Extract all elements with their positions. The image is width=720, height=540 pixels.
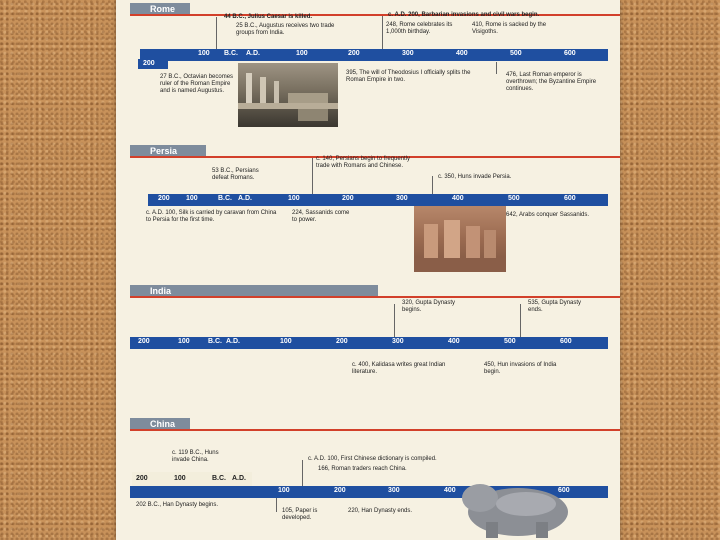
china-note-paper: 105, Paper is developed. [282, 508, 318, 521]
tick: 300 [402, 50, 414, 57]
tick: 100 [174, 475, 186, 482]
india-note-huns: 450, Hun invasions of India begin. [484, 362, 557, 375]
tick: 300 [396, 195, 408, 202]
tick: B.C. [224, 50, 238, 57]
tick: 200 [138, 338, 150, 345]
leader-line [302, 460, 307, 486]
china-note-huns: c. 119 B.C., Huns invade China. [172, 450, 219, 463]
persia-note-trade: c. 140, Persians begin to frequently trade with Romans and Chinese. [316, 156, 411, 169]
persia-note-huns: c. 350, Huns invade Persia. [438, 174, 512, 180]
india-note-kalidasa: c. 400, Kalidasa writes great Indian literature. [352, 362, 446, 375]
persia-note-silk: c. A.D. 100, Silk is carried by caravan from China to Persia for the first time. [146, 210, 277, 223]
tick: 400 [448, 338, 460, 345]
persian-relief-photo [414, 206, 506, 272]
persia-note-arabs: 642, Arabs conquer Sassanids. [506, 212, 590, 218]
tick: 100 [198, 50, 210, 57]
tick: 200 [336, 338, 348, 345]
leader-line [276, 498, 281, 512]
tick: 100 [280, 338, 292, 345]
leader-line [394, 304, 401, 337]
tick: 300 [392, 338, 404, 345]
persia-note-sassanids: 224, Sassanids come to power. [292, 210, 350, 223]
tick: 200 [143, 60, 155, 67]
tick: B.C. [212, 475, 226, 482]
rome-note-birthday: 248, Rome celebrates its 1,000th birthday. [386, 22, 453, 35]
india-note-gupta-ends: 535, Gupta Dynasty ends. [528, 300, 582, 313]
rome-section [116, 0, 620, 135]
rome-note-augustus-trade: 25 B.C., Augustus receives two trade groups from India. [236, 23, 335, 36]
tick: 600 [558, 487, 570, 494]
persia-timeline-bar [148, 194, 608, 206]
rome-timeline-bar [140, 49, 608, 61]
china-timeline-start [132, 472, 252, 486]
tick: 200 [348, 50, 360, 57]
india-section [116, 282, 620, 394]
tick: 400 [444, 487, 456, 494]
leader-line [216, 17, 223, 49]
tick: A.D. [246, 50, 260, 57]
china-note-han-ends: 220, Han Dynasty ends. [348, 508, 413, 514]
tick: 400 [452, 195, 464, 202]
leader-line [382, 16, 387, 49]
leader-line [496, 62, 503, 74]
rome-note-last-emperor: 476, Last Roman emperor is overthrown; the Byzantine Empire continues. [506, 72, 597, 92]
tick: 100 [278, 487, 290, 494]
persia-title: Persia [130, 145, 206, 157]
china-title: China [130, 418, 190, 430]
india-note-gupta-begins: 320, Gupta Dynasty begins. [402, 300, 456, 313]
rome-note-visigoths: 410, Rome is sacked by the Visigoths. [472, 22, 547, 35]
leader-line [520, 304, 527, 337]
tick: 400 [456, 50, 468, 57]
tick: 600 [564, 195, 576, 202]
ruins-illustration [238, 63, 338, 127]
china-note-han-begins: 202 B.C., Han Dynasty begins. [136, 502, 219, 508]
china-divider [130, 429, 620, 431]
rome-note-octavian: 27 B.C., Octavian becomes ruler of the Roman Empire and is named Augustus. [160, 74, 234, 94]
tick: 300 [388, 487, 400, 494]
rome-note-caesar: 44 B.C., Julius Caesar is killed. [224, 14, 313, 20]
textbook-page [116, 0, 620, 540]
tick: A.D. [226, 338, 240, 345]
tick: 100 [296, 50, 308, 57]
india-divider [130, 296, 620, 298]
india-title: India [130, 285, 378, 297]
india-timeline-bar [130, 337, 608, 349]
bronze-animal-illustration [456, 474, 576, 540]
leader-line [432, 176, 439, 194]
rome-note-barbarians: c. A.D. 200, Barbarian invasions and civil wars begin. [388, 12, 540, 18]
rome-note-theodosius: 395, The will of Theodosius I officially splits the Roman Empire in two. [346, 70, 471, 83]
tick: 100 [186, 195, 198, 202]
relief-illustration [414, 206, 506, 272]
tick: 200 [158, 195, 170, 202]
tick: B.C. [218, 195, 232, 202]
tick: 100 [178, 338, 190, 345]
tick: 100 [288, 195, 300, 202]
tick: 200 [136, 475, 148, 482]
chinese-bronze-animal-photo [456, 474, 576, 540]
rome-timeline-start [138, 59, 168, 69]
rome-title: Rome [130, 3, 190, 15]
tick: B.C. [208, 338, 222, 345]
tick: 500 [510, 50, 522, 57]
tick: 200 [334, 487, 346, 494]
tick: 200 [342, 195, 354, 202]
tick: 600 [564, 50, 576, 57]
tick: 500 [504, 338, 516, 345]
china-note-dictionary: c. A.D. 100, First Chinese dictionary is compiled. [308, 456, 437, 462]
tick: 600 [560, 338, 572, 345]
china-note-roman-traders: 166, Roman traders reach China. [318, 466, 407, 472]
tick: A.D. [232, 475, 246, 482]
leader-line [312, 158, 317, 194]
persia-note-defeat-romans: 53 B.C., Persians defeat Romans. [212, 168, 259, 181]
persia-section [116, 142, 620, 270]
roman-ruins-photo [238, 63, 338, 127]
tick: A.D. [238, 195, 252, 202]
china-section [116, 406, 620, 540]
tick: 500 [508, 195, 520, 202]
